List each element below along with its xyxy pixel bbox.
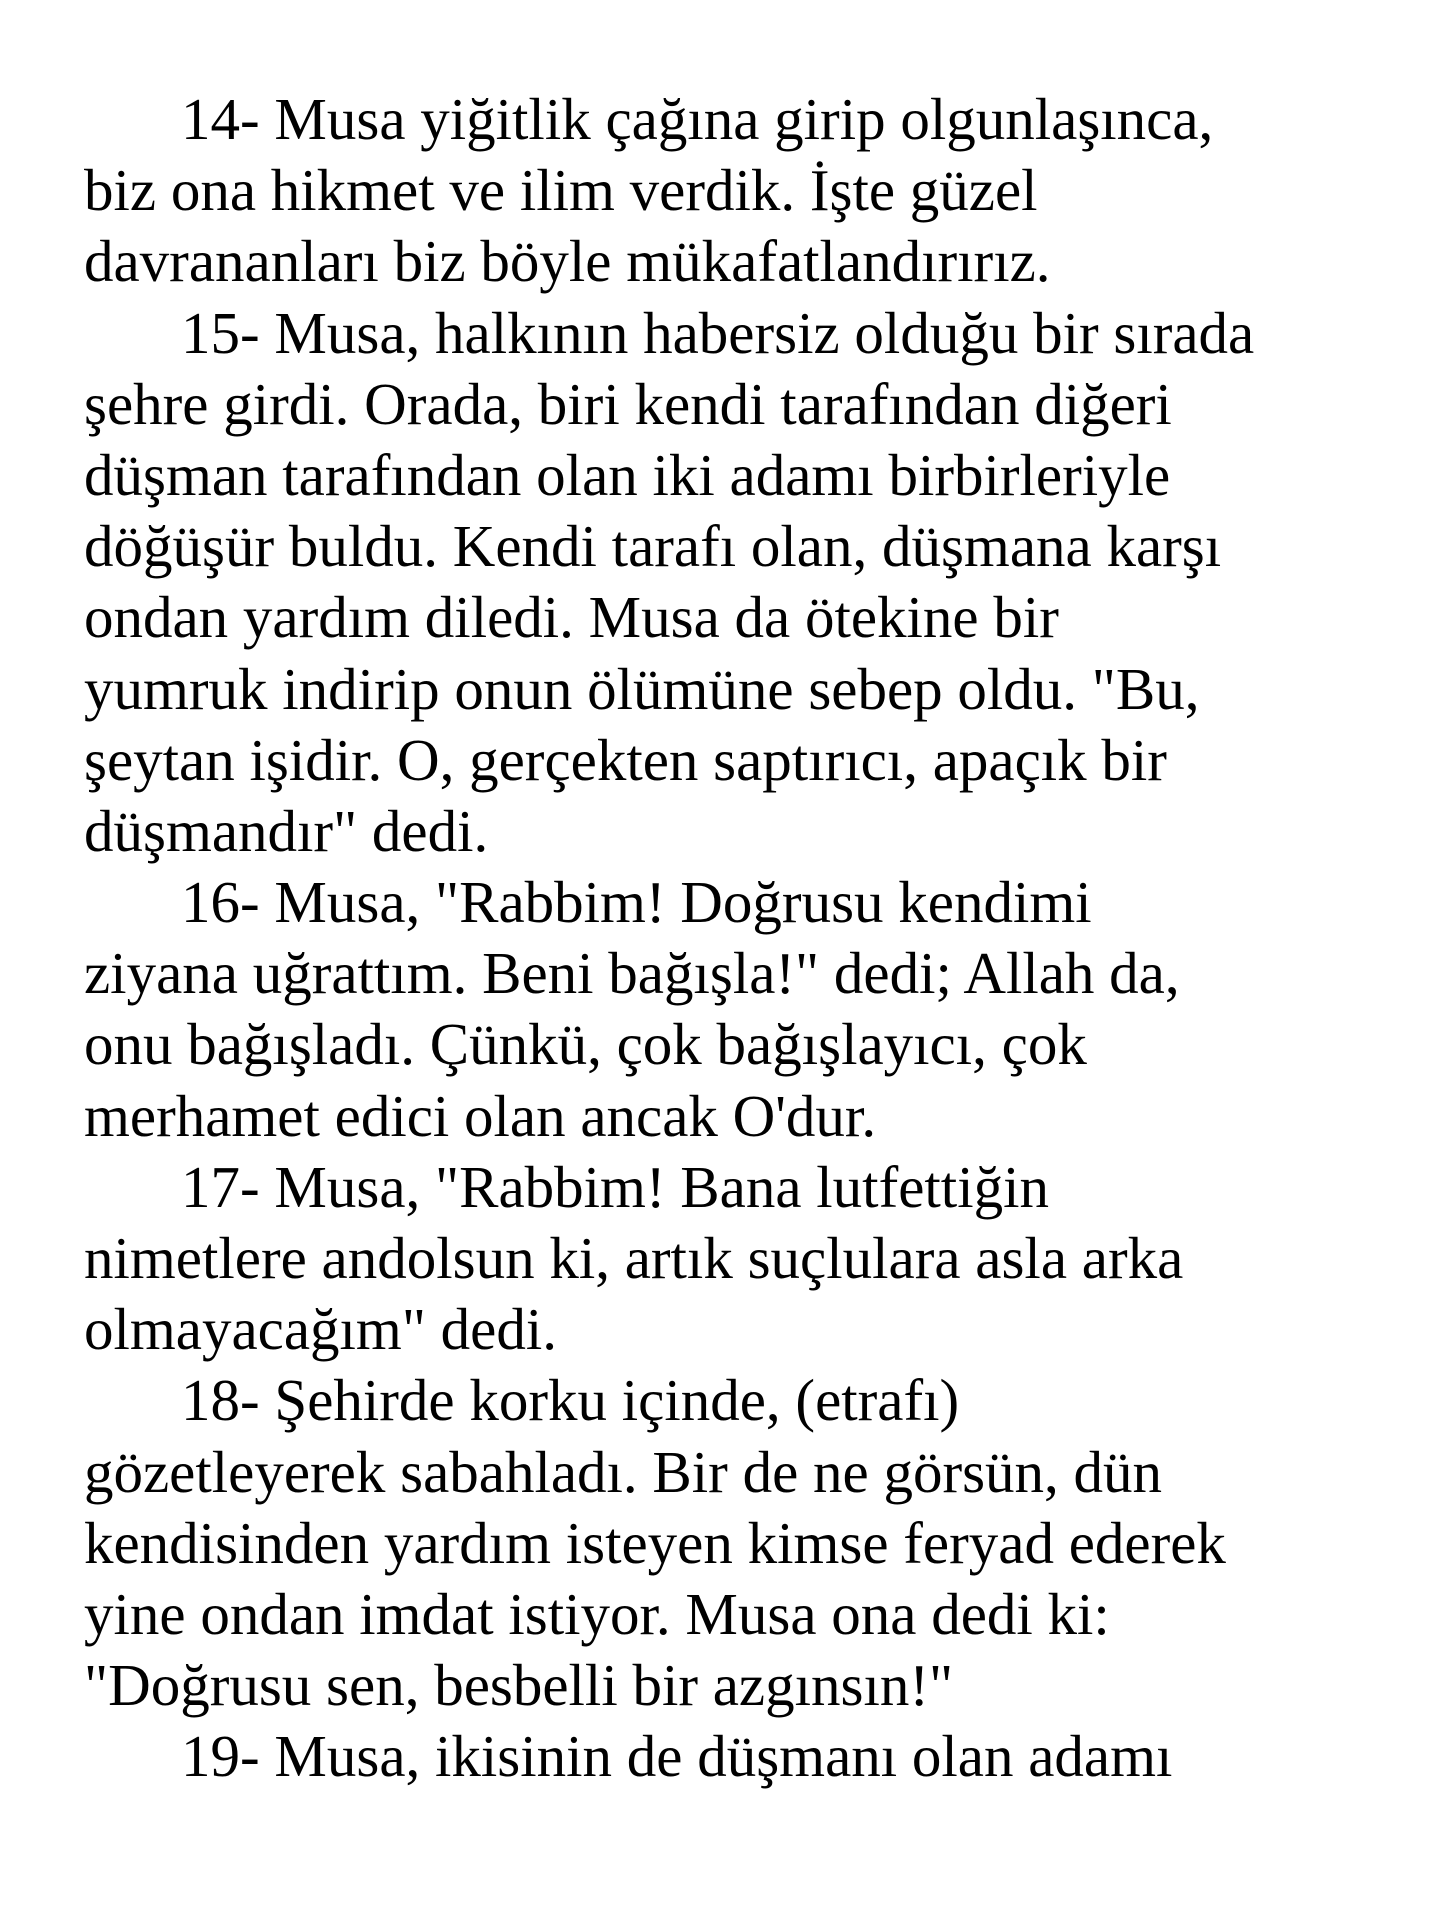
verse-15-line-7: şeytan işidir. O, gerçekten saptırıcı, apaçık bir [84, 726, 1167, 793]
verse-19-line-1: 19- Musa, ikisinin de düşmanı olan adamı [181, 1723, 1173, 1790]
verse-18-line-4: yine ondan imdat istiyor. Musa ona dedi ki: [84, 1580, 1110, 1647]
verse-17-line-3: olmayacağım" dedi. [84, 1296, 557, 1363]
verse-18-line-3: kendisinden yardım isteyen kimse feryad ederek [84, 1509, 1226, 1576]
verse-17-line-1: 17- Musa, "Rabbim! Bana lutfettiğin [181, 1153, 1049, 1220]
verse-17-line-2: nimetlere andolsun ki, artık suçlulara asla arka [84, 1225, 1184, 1291]
verse-18-line-5: "Doğrusu sen, besbelli bir azgınsın!" [84, 1652, 954, 1719]
verse-16-line-3: onu bağışladı. Çünkü, çok bağışlayıcı, çok [84, 1011, 1087, 1078]
verse-18-line-1: 18- Şehirde korku içinde, (etrafı) [181, 1367, 960, 1434]
verse-14-line-2: biz ona hikmet ve ilim verdik. İşte güzel [84, 157, 1038, 224]
verse-16-line-4: merhamet edici olan ancak O'dur. [84, 1082, 877, 1149]
verse-15-line-5: ondan yardım diledi. Musa da ötekine bir [84, 584, 1059, 651]
verse-15-line-3: düşman tarafından olan iki adamı birbirleriyle [84, 441, 1171, 508]
verse-14-line-3: davrananları biz böyle mükafatlandırırız. [84, 228, 1051, 295]
verse-15-line-8: düşmandır" dedi. [84, 797, 489, 864]
verse-18-line-2: gözetleyerek sabahladı. Bir de ne görsün, dün [84, 1438, 1163, 1505]
verse-15-line-6: yumruk indirip onun ölümüne sebep oldu. "Bu, [84, 655, 1200, 722]
verse-14-line-1: 14- Musa yiğitlik çağına girip olgunlaşınca, [181, 86, 1214, 152]
verse-16-line-1: 16- Musa, "Rabbim! Doğrusu kendimi [181, 869, 1092, 936]
verse-15-line-1: 15- Musa, halkının habersiz olduğu bir sırada [181, 299, 1255, 366]
verse-16-line-2: ziyana uğrattım. Beni bağışla!" dedi; Allah da, [84, 940, 1180, 1007]
verse-15-line-4: döğüşür buldu. Kendi tarafı olan, düşmana karşı [84, 513, 1222, 580]
verse-15-line-2: şehre girdi. Orada, biri kendi tarafından diğeri [84, 370, 1172, 437]
document-page [84, 84, 1404, 1793]
